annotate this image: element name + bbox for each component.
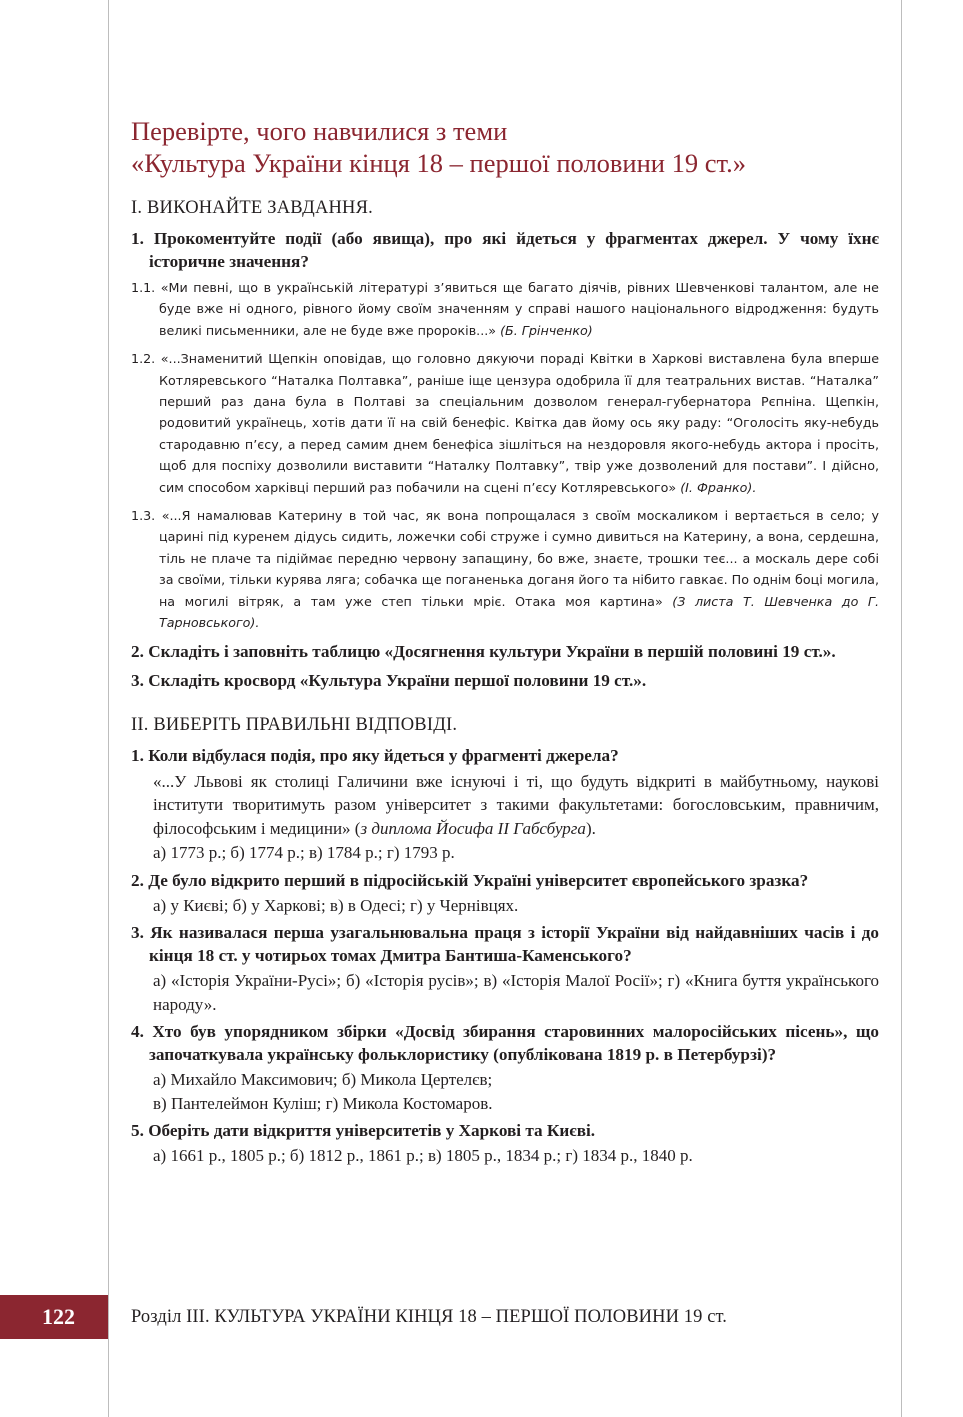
- chapter-footer: Розділ ІІІ. КУЛЬТУРА УКРАЇНИ КІНЦЯ 18 – ПЕРШОЇ ПОЛОВИНИ 19 ст.: [131, 1307, 728, 1327]
- question-3: 3. Як називалася перша узагальнювальна праця з історії України від найдавніших часів і до кінця 18 ст. у чотирьох томах Дмитра Бантиша-Каменського?: [131, 923, 879, 965]
- task1-question: 1. Прокоментуйте події (або явища), про які йдеться у фрагментах джерел. У чому їхнє історичне значення?: [131, 229, 879, 271]
- question-4-answers-line1: а) Михайло Максимович; б) Микола Цертелєв;: [153, 1070, 493, 1089]
- source-1-3-author: (З листа Т. Шевченка до Г. Тарновського).: [159, 593, 879, 631]
- source-1-2: [131, 348, 879, 498]
- page-title-line1: Перевірте, чого навчилися з теми: [131, 116, 508, 146]
- question-1-quote-end: ).: [585, 818, 596, 838]
- section2-heading: ІІ. ВИБЕРІТЬ ПРАВИЛЬНІ ВІДПОВІДІ.: [131, 714, 458, 735]
- page-title-line2: «Культура України кінця 18 – першої половини 19 ст.»: [131, 148, 746, 178]
- question-2-answers: а) у Києві; б) у Харкові; в) в Одесі; г) у Чернівцях.: [153, 895, 519, 915]
- source-1-1: [131, 277, 879, 341]
- page-title: [131, 115, 879, 179]
- question-1-quote-source: з диплома Йосифа ІІ Габсбурга: [360, 818, 586, 838]
- task2-question: 2. Складіть і заповніть таблицю «Досягнення культури України в першій половині 19 ст.».: [131, 641, 836, 661]
- source-1-2-text: 1.2. «...Знаменитий Щепкін оповідав, що головно дякуючи пораді Квітки в Харкові виставлена була вперше Котляревського “Наталка Полтавка”, раніше іще цензура одобрила її для театральних вистав. “Наталка” перший раз дана була в Полтаві за спеціальним дозволом генерал-губернатора Рєпніна. Щепкін, родовитий українець, хотів дати її на свій бенефіс. Квітка дав йому ось яку раду: “Оголосіть яку-небудь стародавню п’єсу, а перед самим днем бенефіса зішліться на нездоровля якого-небудь актора і просіть, щоб для поспіху дозволили виставити “Наталку Полтавку”, твір уже дозволений для постави”. І дійсно, сим способом харківці перший раз побачили на сцені п’єсу Котляревського»: [131, 351, 879, 495]
- question-1-quote-text: «...У Львові як столиці Галичини вже існуючі і ті, що будуть відкриті в майбутньому, наукові інститути творитимуть разом університет з такими факультетами: богословським, правничим, філософським і медицини» (: [153, 771, 879, 838]
- question-1-quote: [131, 770, 879, 841]
- question-2: 2. Де було відкрито перший в підросійській Україні університет європейського зразка?: [131, 870, 809, 890]
- source-1-1-author: (Б. Грінченко): [496, 322, 593, 338]
- source-1-1-text: 1.1. «Ми певні, що в українській літературі з’явиться ще багато діячів, рівних Шевченкові талантом, але не буде вже ні одного, рівного йому своїм значенням у справі нашого національного відродження: будуть великі письменники, але не буде вже пророків...»: [131, 280, 879, 338]
- source-1-2-author: (І. Франко).: [676, 479, 757, 495]
- source-1-3-text: 1.3. «...Я намалював Катерину в той час, як вона попрощалася з своїм москаликом і вертається в село; у царині під куренем дідусь сидить, ложечки собі струже і сумно дивиться на Катерину, а вона, сердешна, тіль не плаче та підіймає передню червону запащину, бо вже, знаєте, трошки теє... а москаль дере собі за своїми, тільки курява ляга; собачка ще поганенька доганя його та нібито гавкає. По однім боці могила, на могилі вітряк, а там уже степ тільки мріє. Отака моя картина»: [131, 508, 879, 609]
- page-number: 122: [42, 1304, 75, 1329]
- source-1-3: [131, 505, 879, 633]
- question-1: 1. Коли відбулася подія, про яку йдеться у фрагменті джерела?: [131, 745, 619, 765]
- question-1-answers: а) 1773 р.; б) 1774 р.; в) 1784 р.; г) 1793 р.: [153, 843, 455, 862]
- question-5-answers: а) 1661 р., 1805 р.; б) 1812 р., 1861 р.; в) 1805 р., 1834 р.; г) 1834 р., 1840 р.: [153, 1146, 693, 1165]
- question-3-answers: а) «Історія України-Русі»; б) «Історія русів»; в) «Історія Малої Росії»; г) «Книга буття українського народу».: [153, 971, 879, 1014]
- page-right-rule: [901, 0, 902, 1417]
- page-content: [131, 115, 879, 1168]
- task3-question: 3. Складіть кросворд «Культура України першої половини 19 ст.».: [131, 670, 647, 690]
- page-left-rule: [108, 0, 109, 1417]
- question-4-answers-line2: в) Пантелеймон Куліш; г) Микола Костомаров.: [153, 1093, 493, 1113]
- question-4: 4. Хто був упорядником збірки «Досвід збирання старовинних малоросійських пісень», що започаткувала українську фольклористику (опублікована 1819 р. в Петербурзі)?: [131, 1022, 879, 1064]
- question-5: 5. Оберіть дати відкриття університетів у Харкові та Києві.: [131, 1121, 596, 1140]
- section1-heading: І. ВИКОНАЙТЕ ЗАВДАННЯ.: [131, 198, 373, 218]
